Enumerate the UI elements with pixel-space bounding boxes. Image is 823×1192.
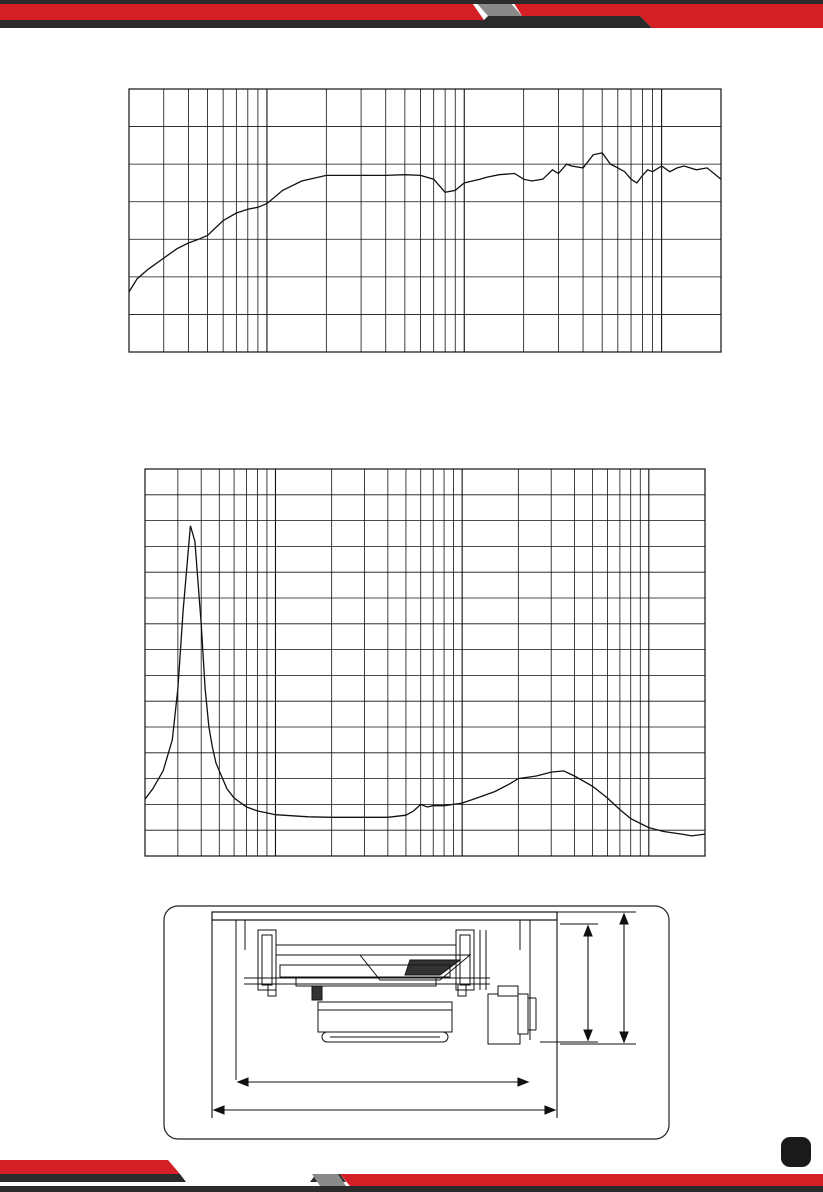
footer-red-stripe-left (0, 1160, 180, 1174)
footer-red-stripe-right (340, 1174, 823, 1186)
speaker-baffle (212, 912, 557, 920)
mounting-clamp (488, 986, 536, 1044)
speaker-magnet (318, 1002, 452, 1042)
speaker-basket (236, 920, 530, 1080)
footer-dark-stripe (0, 1174, 346, 1182)
footer-band (0, 1160, 823, 1192)
footer-bottom-edge (0, 1186, 823, 1192)
